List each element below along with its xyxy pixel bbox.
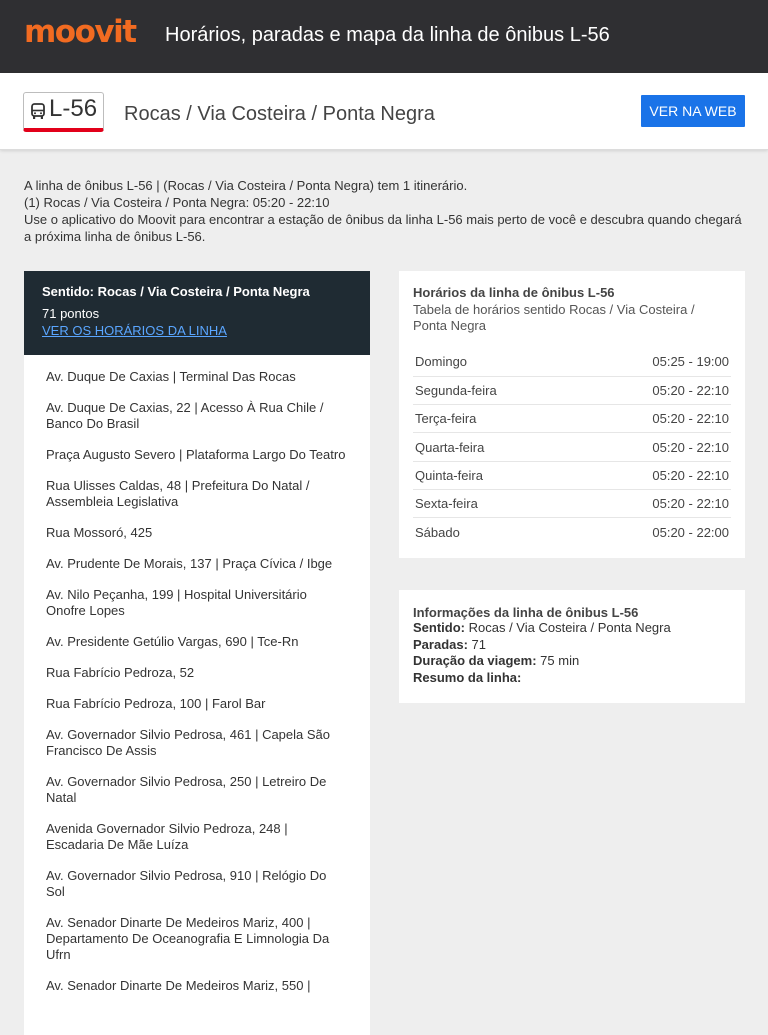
schedule-day: Quarta-feira (413, 433, 577, 461)
description-line-2: (1) Rocas / Via Costeira / Ponta Negra: 05:20 - 22:10 (24, 195, 330, 210)
stop-item[interactable]: Rua Mossoró, 425 (46, 525, 153, 540)
stop-item[interactable]: Av. Prudente De Morais, 137 | Praça Cívica / Ibge (46, 556, 333, 571)
schedule-day: Terça-feira (413, 405, 577, 433)
info-duration (413, 653, 731, 670)
view-on-web-button[interactable]: VER NA WEB (641, 95, 745, 127)
description-line-1: A linha de ônibus L-56 | (Rocas / Via Costeira / Ponta Negra) tem 1 itinerário. (24, 178, 468, 193)
info-duration-label: Duração da viagem: (413, 653, 537, 668)
line-badge (23, 92, 104, 132)
info-summary (413, 670, 731, 687)
info-stops (413, 637, 731, 654)
schedule-hours: 05:20 - 22:10 (577, 433, 731, 461)
schedule-row (413, 461, 731, 489)
schedule-hours: 05:20 - 22:10 (577, 376, 731, 404)
line-number: L-56 (49, 95, 98, 122)
top-bar (0, 0, 768, 73)
stops-list (24, 355, 370, 1035)
schedule-title: Horários da linha de ônibus L-56 (413, 285, 615, 300)
line-description (24, 177, 744, 245)
schedule-row (413, 376, 731, 404)
stop-item[interactable]: Rua Ulisses Caldas, 48 | Prefeitura Do Natal / Assembleia Legislativa (46, 478, 310, 509)
stop-item[interactable]: Av. Senador Dinarte De Medeiros Mariz, 400 | Departamento De Oceanografia E Limnologia Da Ufrn (46, 915, 330, 962)
stop-item[interactable]: Av. Duque De Caxias | Terminal Das Rocas (46, 369, 296, 384)
stop-item[interactable]: Av. Governador Silvio Pedrosa, 910 | Relógio Do Sol (46, 868, 327, 899)
info-summary-label: Resumo da linha: (413, 669, 522, 685)
info-direction-value: Rocas / Via Costeira / Ponta Negra (468, 620, 671, 635)
direction-header (24, 271, 370, 355)
schedule-day: Segunda-feira (413, 376, 577, 404)
schedule-day: Sábado (415, 524, 460, 540)
schedule-subtitle: Tabela de horários sentido Rocas / Via Costeira / Ponta Negra (413, 302, 695, 333)
schedule-table (413, 348, 731, 546)
schedule-row (413, 518, 731, 546)
stop-item[interactable]: Praça Augusto Severo | Plataforma Largo Do Teatro (46, 447, 346, 462)
stop-count: 71 pontos (42, 306, 100, 321)
schedule-card (399, 271, 745, 558)
line-info-card (399, 590, 745, 703)
stop-item[interactable]: Av. Duque De Caxias, 22 | Acesso À Rua Chile / Banco Do Brasil (46, 400, 324, 431)
schedule-hours: 05:20 - 22:00 (652, 524, 729, 540)
description-line-3: Use o aplicativo do Moovit para encontrar a estação de ônibus da linha L-56 mais perto de você e descubra quando chegará a próxima linha de ônibus L-56. (24, 212, 742, 244)
page-title: Horários, paradas e mapa da linha de ônibus L-56 (165, 24, 610, 46)
schedule-row (413, 348, 731, 376)
schedule-hours: 05:20 - 22:10 (577, 489, 731, 517)
schedule-hours: 05:20 - 22:10 (577, 461, 731, 489)
schedule-row (413, 489, 731, 517)
schedule-day: Domingo (413, 348, 577, 376)
info-direction-label: Sentido: (413, 620, 465, 635)
stop-item[interactable]: Avenida Governador Silvio Pedroza, 248 | Escadaria De Mãe Luíza (46, 821, 288, 852)
schedule-day: Quinta-feira (413, 461, 577, 489)
view-schedules-link[interactable]: VER OS HORÁRIOS DA LINHA (42, 323, 227, 338)
info-title: Informações da linha de ônibus L-56 (413, 605, 639, 620)
schedule-row (413, 405, 731, 433)
route-name: Rocas / Via Costeira / Ponta Negra (124, 103, 435, 125)
stop-item[interactable]: Av. Senador Dinarte De Medeiros Mariz, 550 | (46, 978, 311, 993)
stop-item[interactable]: Av. Governador Silvio Pedrosa, 250 | Letreiro De Natal (46, 774, 327, 805)
schedule-row (413, 433, 731, 461)
bus-icon (30, 103, 46, 125)
info-stops-label: Paradas: (413, 636, 468, 652)
stop-item[interactable]: Av. Nilo Peçanha, 199 | Hospital Universitário Onofre Lopes (46, 587, 307, 618)
stop-item[interactable]: Rua Fabrício Pedroza, 52 (46, 665, 195, 680)
stop-item[interactable]: Av. Presidente Getúlio Vargas, 690 | Tce-Rn (46, 634, 299, 649)
direction-title: Sentido: Rocas / Via Costeira / Ponta Negra (42, 284, 310, 299)
stop-item[interactable]: Rua Fabrício Pedroza, 100 | Farol Bar (46, 696, 266, 711)
schedule-hours: 05:20 - 22:10 (577, 405, 731, 433)
schedule-day: Sexta-feira (413, 489, 577, 517)
info-direction (413, 620, 731, 637)
moovit-logo[interactable]: moovit (24, 14, 136, 50)
info-duration-value: 75 min (540, 653, 580, 668)
schedule-hours: 05:25 - 19:00 (577, 348, 731, 376)
stop-item[interactable]: Av. Governador Silvio Pedrosa, 461 | Capela São Francisco De Assis (46, 727, 331, 758)
info-stops-value: 71 (471, 636, 487, 652)
